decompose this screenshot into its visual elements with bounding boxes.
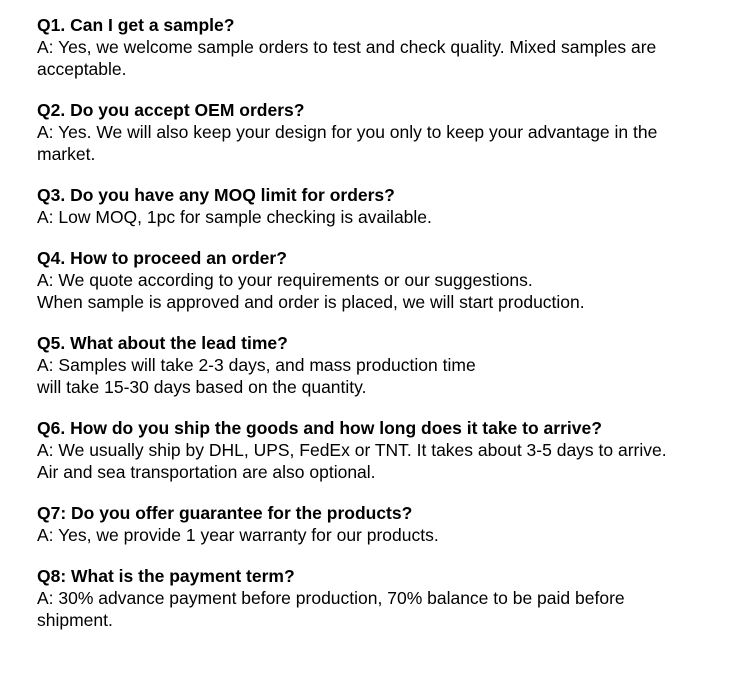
answer-line: A: 30% advance payment before production, 70% balance to be paid before bbox=[37, 588, 625, 608]
faq-question-3: Q3. Do you have any MOQ limit for orders? bbox=[37, 185, 395, 205]
faq-list bbox=[37, 14, 737, 631]
faq-question-7: Q7: Do you offer guarantee for the products? bbox=[37, 503, 413, 523]
faq-answer-5 bbox=[37, 354, 737, 398]
faq-answer-4 bbox=[37, 269, 737, 313]
answer-line: A: Yes, we provide 1 year warranty for our products. bbox=[37, 525, 439, 545]
faq-item-8 bbox=[37, 565, 737, 631]
faq-question-5: Q5. What about the lead time? bbox=[37, 333, 288, 353]
faq-question-6: Q6. How do you ship the goods and how long does it take to arrive? bbox=[37, 418, 602, 438]
faq-item-7 bbox=[37, 502, 737, 546]
faq-item-1 bbox=[37, 14, 737, 80]
answer-line: Air and sea transportation are also optional. bbox=[37, 462, 376, 482]
answer-line: A: Samples will take 2-3 days, and mass production time bbox=[37, 355, 476, 375]
faq-question-4: Q4. How to proceed an order? bbox=[37, 248, 287, 268]
faq-item-5 bbox=[37, 332, 737, 398]
answer-line: A: Yes, we welcome sample orders to test and check quality. Mixed samples are bbox=[37, 37, 657, 57]
faq-answer-7 bbox=[37, 524, 737, 546]
faq-question-1: Q1. Can I get a sample? bbox=[37, 15, 235, 35]
faq-answer-2 bbox=[37, 121, 737, 165]
answer-line: A: We quote according to your requirements or our suggestions. bbox=[37, 270, 533, 290]
faq-item-3 bbox=[37, 184, 737, 228]
answer-line: A: Yes. We will also keep your design for you only to keep your advantage in the bbox=[37, 122, 658, 142]
answer-line: acceptable. bbox=[37, 59, 127, 79]
faq-answer-3 bbox=[37, 206, 737, 228]
answer-line: shipment. bbox=[37, 610, 113, 630]
faq-item-6 bbox=[37, 417, 737, 483]
faq-question-8: Q8: What is the payment term? bbox=[37, 566, 295, 586]
faq-answer-8 bbox=[37, 587, 737, 631]
answer-line: market. bbox=[37, 144, 96, 164]
faq-answer-6 bbox=[37, 439, 737, 483]
answer-line: will take 15-30 days based on the quantity. bbox=[37, 377, 367, 397]
answer-line: A: Low MOQ, 1pc for sample checking is available. bbox=[37, 207, 432, 227]
faq-item-4 bbox=[37, 247, 737, 313]
answer-line: When sample is approved and order is placed, we will start production. bbox=[37, 292, 585, 312]
faq-question-2: Q2. Do you accept OEM orders? bbox=[37, 100, 305, 120]
answer-line: A: We usually ship by DHL, UPS, FedEx or TNT. It takes about 3-5 days to arrive. bbox=[37, 440, 667, 460]
faq-item-2 bbox=[37, 99, 737, 165]
faq-answer-1 bbox=[37, 36, 737, 80]
